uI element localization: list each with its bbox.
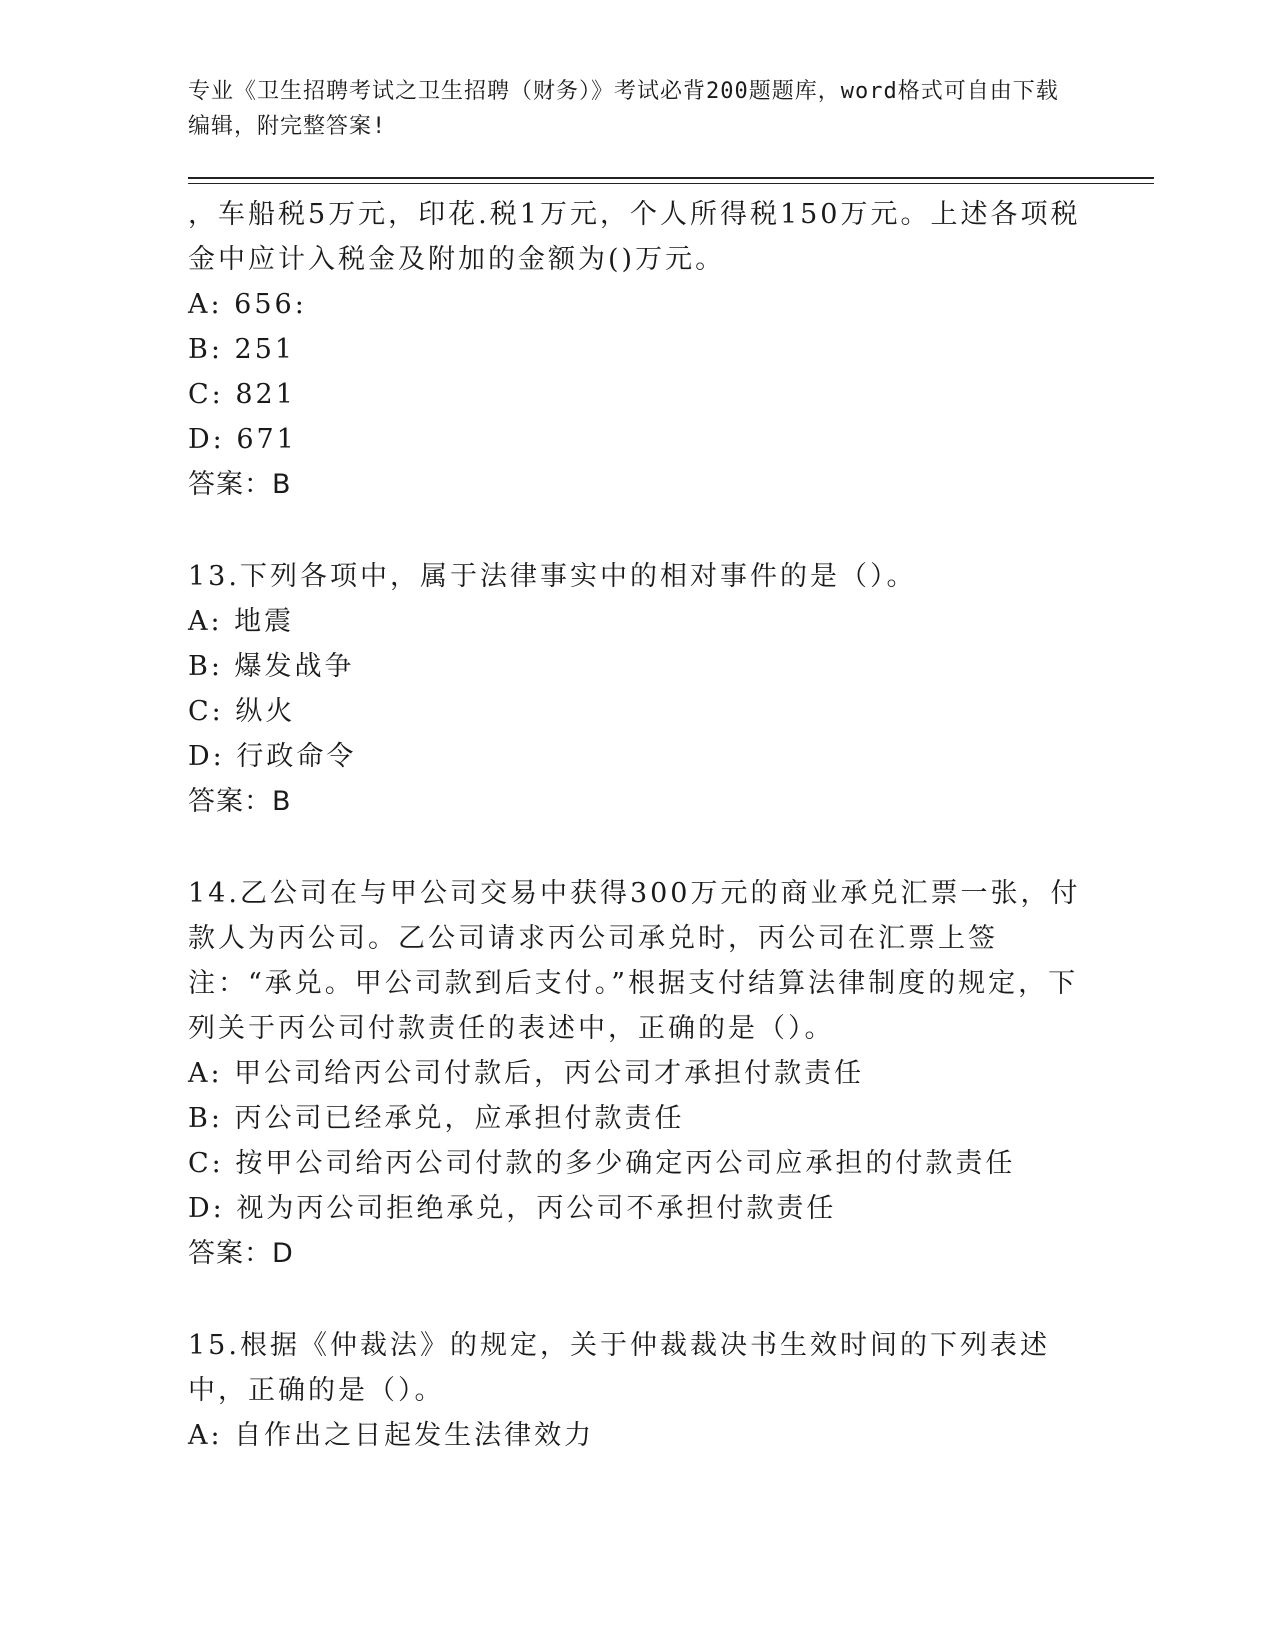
answer-line: 答案：D (188, 1238, 294, 1269)
question-stem: 14.乙公司在与甲公司交易中获得300万元的商业承兑汇票一张，付款人为丙公司。乙公司请求丙公司承兑时，丙公司在汇票上签注：“承兑。甲公司款到后支付。”根据支付结算法律制度的规定，下列关于丙公司付款责任的表述中，正确的是（）。 (188, 878, 1081, 1044)
spacer (188, 1276, 1088, 1323)
document-header-title: 专业《卫生招聘考试之卫生招聘（财务）》考试必背200题题库，word格式可自由下载编辑，附完整答案! (188, 79, 1059, 139)
option-d: D: 行政命令 (188, 741, 357, 772)
question-list (188, 192, 1088, 1458)
option-b: B: 丙公司已经承兑，应承担付款责任 (188, 1103, 685, 1134)
option-d: D: 视为丙公司拒绝承兑，丙公司不承担付款责任 (188, 1193, 837, 1224)
question-stem: 13.下列各项中，属于法律事实中的相对事件的是（）。 (188, 561, 917, 592)
answer-line: 答案：B (188, 786, 292, 817)
spacer (188, 824, 1088, 871)
header-divider-thin (188, 183, 1154, 184)
option-a: A: 地震 (188, 606, 295, 637)
question-stem: ，车船税5万元，印花.税1万元，个人所得税150万元。上述各项税金中应计入税金及附加的金额为()万元。 (188, 199, 1081, 275)
option-b: B: 爆发战争 (188, 651, 355, 682)
header-divider-thick (188, 177, 1154, 179)
option-c: C: 纵火 (188, 696, 296, 727)
question-13 (188, 554, 1088, 824)
question-14 (188, 871, 1088, 1276)
option-a: A: 自作出之日起发生法律效力 (188, 1420, 595, 1451)
question-stem: 15.根据《仲裁法》的规定，关于仲裁裁决书生效时间的下列表述中，正确的是（）。 (188, 1330, 1050, 1406)
option-d: D: 671 (188, 424, 297, 455)
option-c: C: 按甲公司给丙公司付款的多少确定丙公司应承担的付款责任 (188, 1148, 1016, 1179)
option-a: A: 656: (188, 289, 307, 320)
question-12 (188, 192, 1088, 507)
answer-line: 答案：B (188, 469, 292, 500)
spacer (188, 507, 1088, 554)
option-c: C: 821 (188, 379, 296, 410)
option-b: B: 251 (188, 334, 296, 365)
question-15 (188, 1323, 1088, 1458)
option-a: A: 甲公司给丙公司付款后，丙公司才承担付款责任 (188, 1058, 865, 1089)
